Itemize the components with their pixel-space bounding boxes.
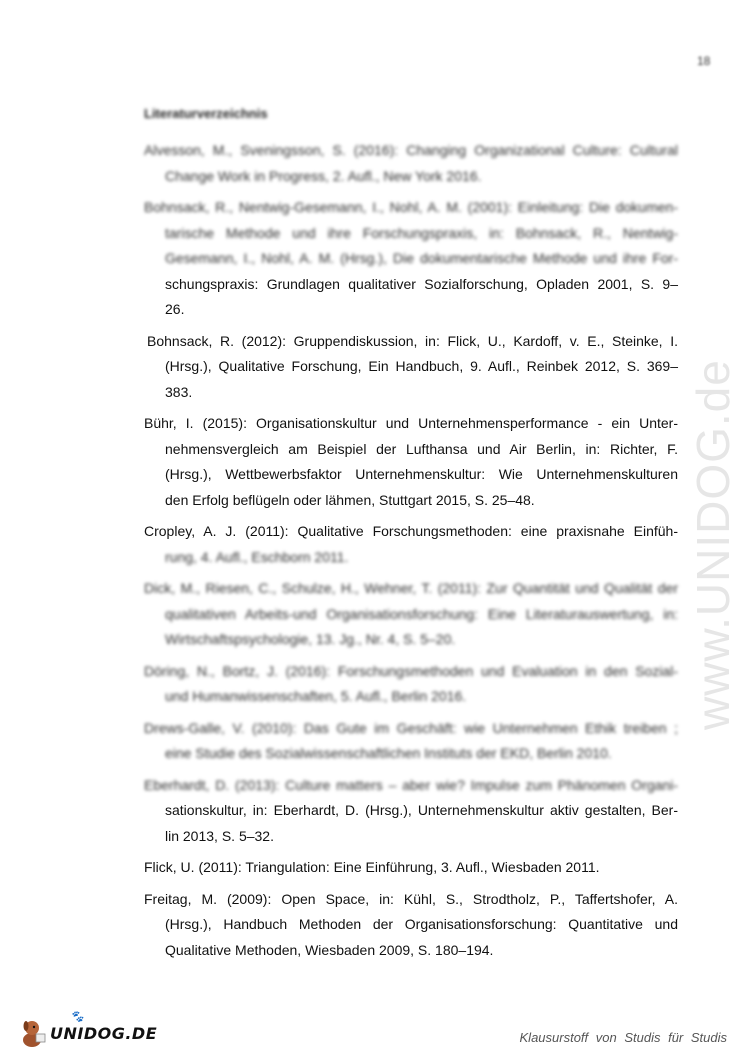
entry-line: rung, 4. Aufl., Eschborn 2011.	[165, 548, 349, 565]
entry-line: und Humanwissenschaften, 5. Aufl., Berlin 2016.	[165, 688, 467, 704]
bibliography-entry	[144, 576, 678, 653]
entry-line: schungspraxis: Grundlagen qualitativer Sozialforschung, Opladen 2001, S. 9–	[165, 275, 678, 292]
paw-icon: 🐾	[70, 1009, 85, 1023]
logo-text	[50, 1009, 158, 1043]
entry-line: Flick, U. (2011): Triangulation: Eine Einführung, 3. Aufl., Wiesbaden 2011.	[144, 859, 600, 875]
entry-line: den Erfolg beflügeln oder lähmen, Stuttgart 2015, S. 25–48.	[165, 491, 535, 508]
unidog-logo	[20, 1009, 158, 1048]
bibliography-list	[144, 138, 678, 969]
entry-line: nehmensvergleich am Beispiel der Lufthansa und Air Berlin, in: Richter, F.	[165, 440, 678, 457]
entry-line: qualitativen Arbeits-und Organisationsforschung: Eine Literaturauswertung, in:	[165, 605, 678, 622]
entry-line: Drews-Galle, V. (2010): Das Gute im Geschäft: wie Unternehmen Ethik treiben ;	[144, 719, 678, 736]
bibliography-entry	[144, 411, 678, 513]
entry-line: Döring, N., Bortz, J. (2016): Forschungsmethoden und Evaluation in den Sozial-	[144, 662, 678, 679]
entry-line: sationskultur, in: Eberhardt, D. (Hrsg.), Unternehmenskultur aktiv gestalten, Ber-	[165, 802, 678, 818]
bibliography-entry	[144, 887, 678, 964]
entry-line: Dick, M., Riesen, C., Schulze, H., Wehner, T. (2011): Zur Quantität und Qualität der	[144, 580, 678, 596]
entry-line: eine Studie des Sozialwissenschaftlichen Instituts der EKD, Berlin 2010.	[165, 745, 612, 761]
entry-line: (Hrsg.), Qualitative Forschung, Ein Handbuch, 9. Aufl., Reinbek 2012, S. 369–	[165, 358, 678, 374]
entry-line: (Hrsg.), Handbuch Methoden der Organisationsforschung: Quantitative und	[165, 916, 678, 932]
entry-line: Freitag, M. (2009): Open Space, in: Kühl, S., Strodtholz, P., Taffertshofer, A.	[144, 890, 678, 907]
section-heading: Literaturverzeichnis	[144, 106, 268, 121]
entry-line: tarische Methode und ihre Forschungspraxis, in: Bohnsack, R., Nentwig-	[165, 224, 678, 241]
entry-line: Bohnsack, R. (2012): Gruppendiskussion, in: Flick, U., Kardoff, v. E., Steinke, I.	[147, 332, 678, 349]
entry-line: lin 2013, S. 5–32.	[165, 827, 274, 844]
bibliography-entry	[144, 329, 678, 406]
entry-line: 383.	[165, 383, 193, 400]
watermark: www.UNIDOG.de	[687, 359, 739, 730]
dog-mascot-icon	[20, 1018, 48, 1048]
entry-line: Bohnsack, R., Nentwig-Gesemann, I., Nohl, A. M. (2001): Einleitung: Die dokumen-	[144, 199, 678, 215]
entry-line: Alvesson, M., Sveningsson, S. (2016): Changing Organizational Culture: Cultural	[144, 142, 678, 158]
entry-line: Wirtschaftspsychologie, 13. Jg., Nr. 4, S. 5–20.	[165, 631, 456, 647]
entry-line: Bühr, I. (2015): Organisationskultur und Unternehmensperformance - ein Unter-	[144, 415, 678, 431]
logo-label: UNIDOG.DE	[50, 1023, 158, 1043]
entry-line: Gesemann, I., Nohl, A. M. (Hrsg.), Die dokumentarische Methode und ihre For-	[165, 250, 678, 266]
bibliography-entry	[144, 716, 678, 767]
entry-line: 26.	[165, 301, 185, 317]
bibliography-entry	[144, 773, 678, 850]
footer-slogan: Klausurstoff von Studis für Studis	[519, 1030, 727, 1045]
bibliography-entry	[144, 138, 678, 189]
bibliography-entry	[144, 659, 678, 710]
entry-line: Cropley, A. J. (2011): Qualitative Forschungsmethoden: eine praxisnahe Einfüh-	[144, 523, 678, 539]
entry-line: (Hrsg.), Wettbewerbsfaktor Unternehmenskultur: Wie Unternehmenskulturen	[165, 466, 678, 482]
bibliography-entry	[144, 519, 678, 570]
bibliography-entry	[144, 855, 678, 881]
bibliography-entry	[144, 195, 678, 323]
entry-line: Qualitative Methoden, Wiesbaden 2009, S. 180–194.	[165, 941, 494, 958]
page-number: 18	[697, 54, 711, 68]
entry-line: Change Work in Progress, 2. Aufl., New York 2016.	[165, 167, 482, 184]
entry-line: Eberhardt, D. (2013): Culture matters – aber wie? Impulse zum Phänomen Organi-	[144, 776, 678, 793]
